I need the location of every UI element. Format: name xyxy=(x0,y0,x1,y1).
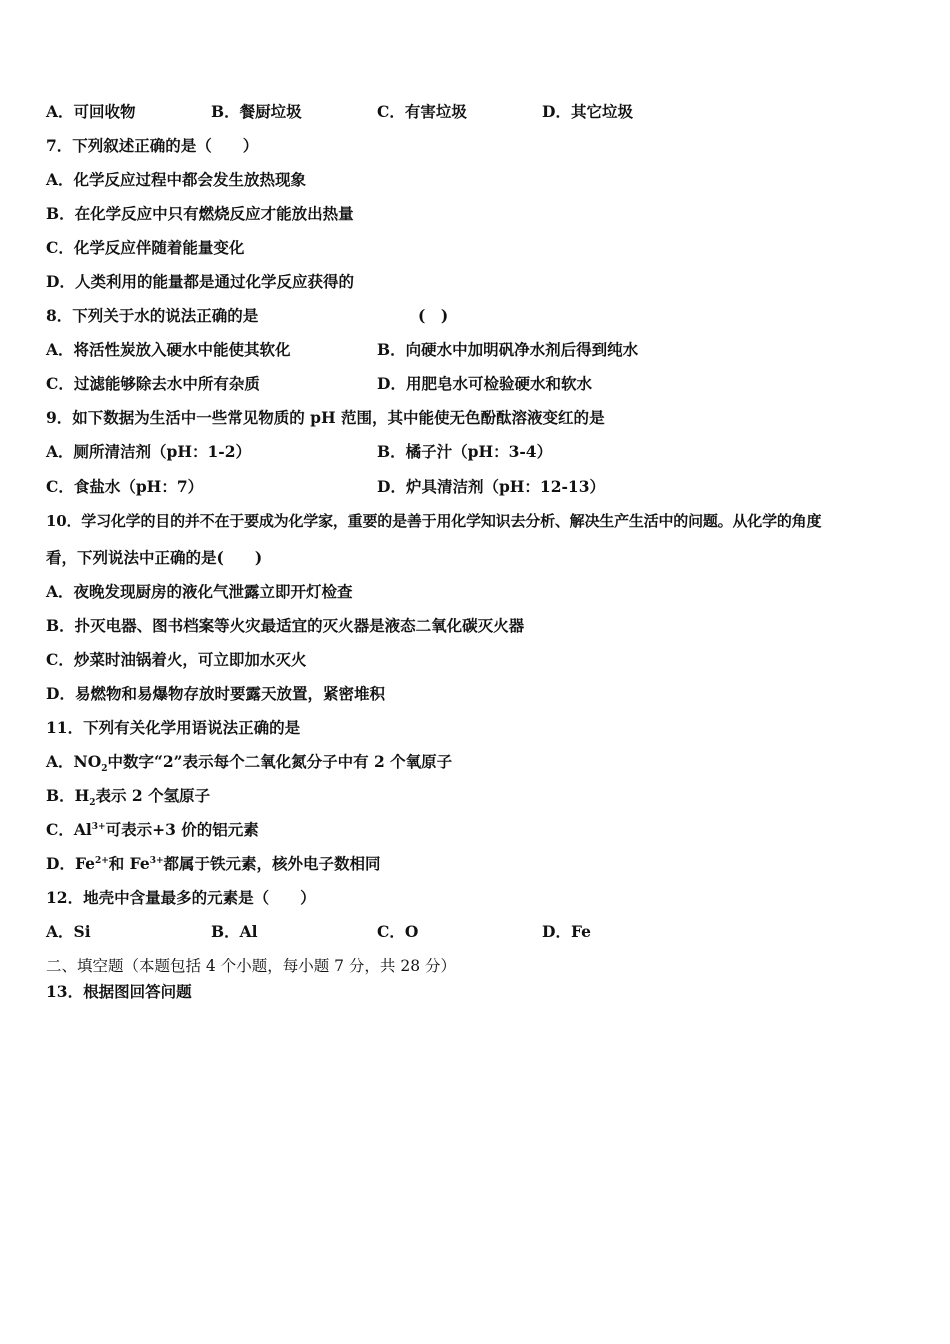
q12-option-a: A．Si xyxy=(46,922,91,941)
q11-d-prefix: D．Fe xyxy=(46,854,95,873)
q12-option-d: D．Fe xyxy=(542,922,591,941)
q8-option-d: D．用肥皂水可检验硬水和软水 xyxy=(377,374,592,393)
q11-a-prefix: A．NO xyxy=(46,752,102,771)
q6-option-a: A．可回收物 xyxy=(46,102,136,121)
q8-option-b: B．向硬水中加明矾净水剂后得到纯水 xyxy=(377,340,639,359)
q11-option-d xyxy=(46,854,381,874)
q11-b-prefix: B．H xyxy=(46,786,90,805)
q11-d-mid: 和 Fe xyxy=(108,854,150,873)
q11-b-subscript: 2 xyxy=(89,798,96,809)
q12-option-b: B．Al xyxy=(211,922,258,941)
q11-c-superscript: 3+ xyxy=(91,821,106,832)
q11-a-subscript: 2 xyxy=(101,764,108,775)
q9-option-a: A．厕所清洁剂（pH：1-2） xyxy=(46,442,252,461)
q8-answer-paren: ( ) xyxy=(418,306,449,325)
q11-d-superscript-2: 3+ xyxy=(149,855,164,866)
q10-option-d: D．易燃物和易爆物存放时要露天放置，紧密堆积 xyxy=(46,684,385,703)
q11-c-text: 可表示+3 价的铝元素 xyxy=(105,820,259,839)
q10-option-a: A．夜晚发现厨房的液化气泄露立即开灯检查 xyxy=(46,582,353,601)
q12-stem: 12．地壳中含量最多的元素是（ ） xyxy=(46,888,316,907)
q12-option-c: C．O xyxy=(377,922,419,941)
q13-stem: 13．根据图回答问题 xyxy=(46,982,192,1001)
q8-stem: 8．下列关于水的说法正确的是 xyxy=(46,306,259,325)
q10-option-b: B．扑灭电器、图书档案等火灾最适宜的灭火器是液态二氧化碳灭火器 xyxy=(46,616,525,635)
q9-stem: 9．如下数据为生活中一些常见物质的 pH 范围，其中能使无色酚酞溶液变红的是 xyxy=(46,408,605,427)
q11-a-text: 中数字“2”表示每个二氧化氮分子中有 2 个氧原子 xyxy=(107,752,453,771)
q11-option-c xyxy=(46,820,259,840)
q11-d-superscript-1: 2+ xyxy=(94,855,109,866)
q9-option-c: C．食盐水（pH：7） xyxy=(46,477,204,496)
q7-stem: 7．下列叙述正确的是（ ） xyxy=(46,136,259,155)
q11-option-b xyxy=(46,786,211,809)
q8-option-c: C．过滤能够除去水中所有杂质 xyxy=(46,374,260,393)
q6-option-c: C．有害垃圾 xyxy=(377,102,467,121)
q8-option-a: A．将活性炭放入硬水中能使其软化 xyxy=(46,340,291,359)
q7-option-a: A．化学反应过程中都会发生放热现象 xyxy=(46,170,307,189)
q9-option-d: D．炉具清洁剂（pH：12-13） xyxy=(377,477,605,496)
q10-option-c: C．炒菜时油锅着火，可立即加水灭火 xyxy=(46,650,307,669)
q6-option-d: D．其它垃圾 xyxy=(542,102,633,121)
q10-stem-line1: 10．学习化学的目的并不在于要成为化学家，重要的是善于用化学知识去分析、解决生产生活中的问题。从化学的角度 xyxy=(46,512,822,530)
q6-option-b: B．餐厨垃圾 xyxy=(211,102,302,121)
q11-c-prefix: C．Al xyxy=(46,820,92,839)
q7-option-c: C．化学反应伴随着能量变化 xyxy=(46,238,245,257)
q10-stem-line2: 看，下列说法中正确的是( ) xyxy=(46,548,263,567)
q11-d-text: 都属于铁元素，核外电子数相同 xyxy=(163,854,381,873)
q11-stem: 11．下列有关化学用语说法正确的是 xyxy=(46,718,301,737)
q9-option-b: B．橘子汁（pH：3-4） xyxy=(377,442,553,461)
q11-option-a xyxy=(46,752,453,775)
section2-title: 二、填空题（本题包括 4 个小题，每小题 7 分，共 28 分） xyxy=(46,957,457,975)
q7-option-d: D．人类利用的能量都是通过化学反应获得的 xyxy=(46,272,354,291)
q11-b-text: 表示 2 个氢原子 xyxy=(95,786,211,805)
q7-option-b: B．在化学反应中只有燃烧反应才能放出热量 xyxy=(46,204,354,223)
